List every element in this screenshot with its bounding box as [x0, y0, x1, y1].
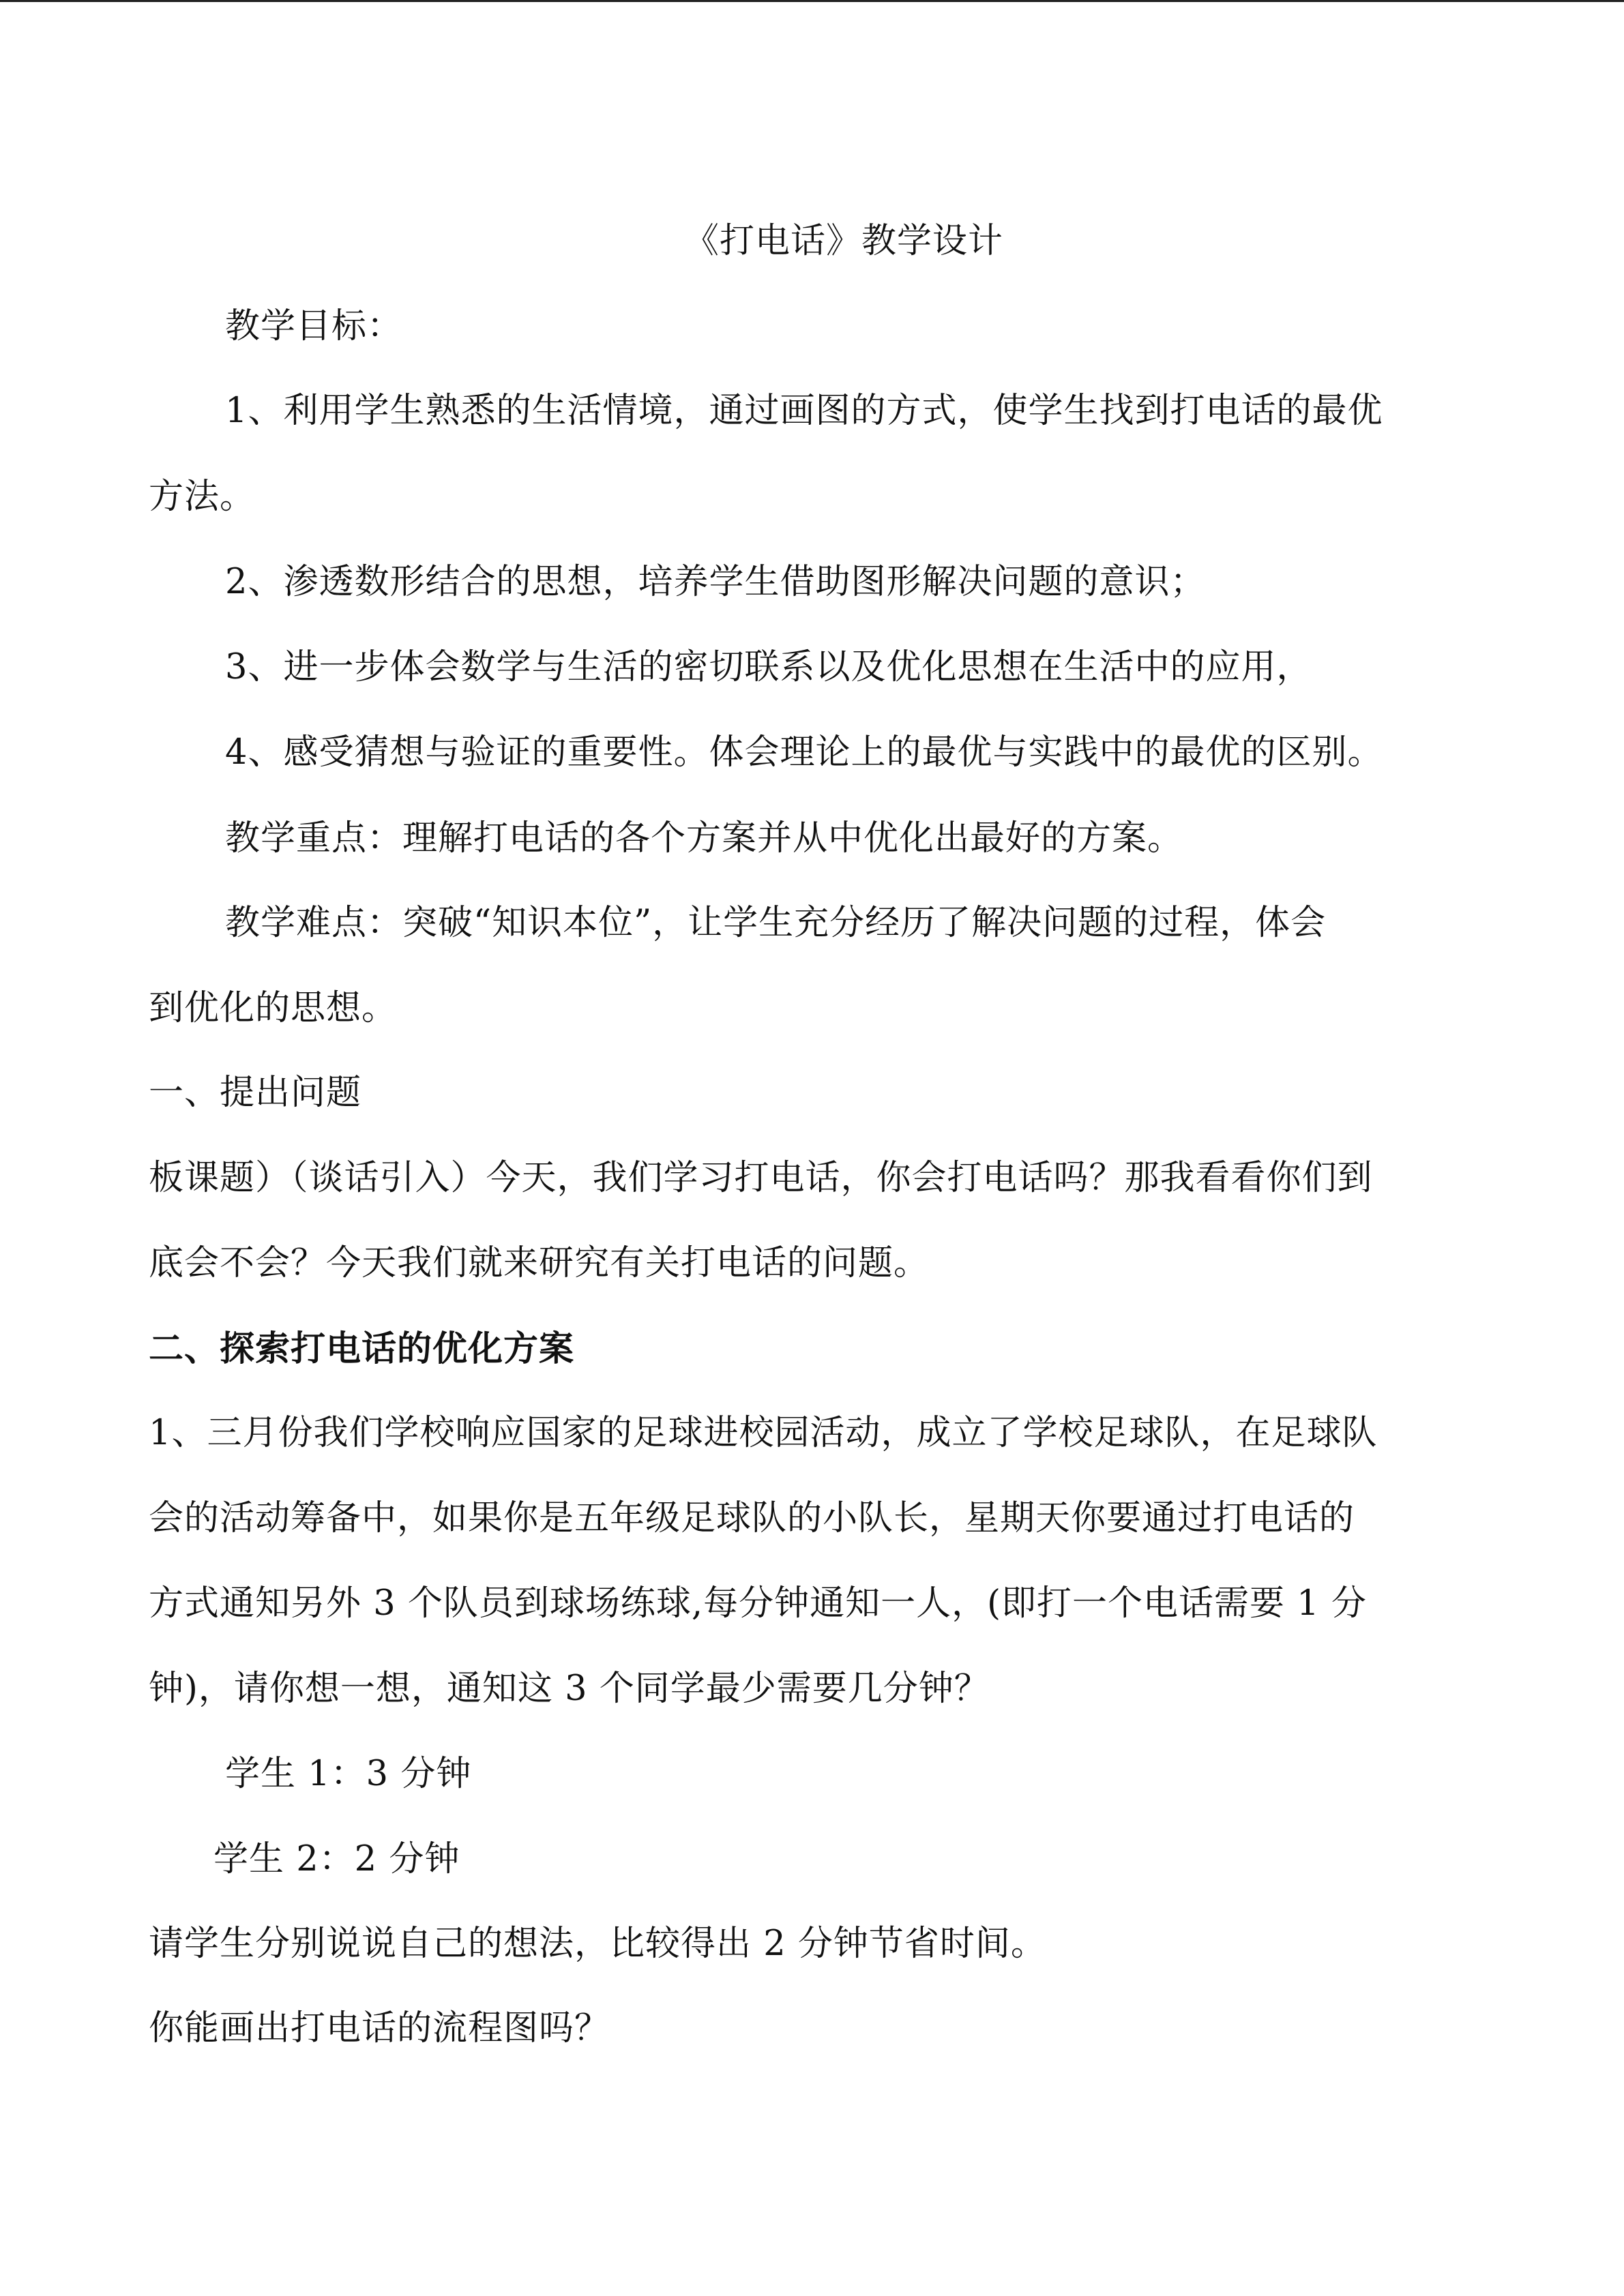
compare-text: 请学生分别说说自己的想法，比较得出 2 分钟节省时间。	[149, 1924, 1046, 1964]
student-1-answer: 学生 1：3 分钟	[225, 1754, 472, 1794]
document-title: 《打电话》教学设计	[684, 221, 1004, 261]
problem-line-2: 会的活动筹备中，如果你是五年级足球队的小队长，星期天你要通过打电话的	[149, 1498, 1355, 1538]
difficulty-line-1: 教学难点：突破“知识本位”，让学生充分经历了解决问题的过程，体会	[225, 903, 1327, 943]
problem-line-4: 钟)，请你想一想，通知这 3 个同学最少需要几分钟？	[149, 1669, 990, 1709]
problem-line-1: 1、三月份我们学校响应国家的足球进校园活动，成立了学校足球队，在足球队	[149, 1413, 1378, 1453]
objective-3: 3、进一步体会数学与生活的密切联系以及优化思想在生活中的应用，	[225, 647, 1312, 687]
flowchart-question: 你能画出打电话的流程图吗？	[149, 2008, 610, 2048]
difficulty-line-2: 到优化的思想。	[149, 988, 398, 1028]
objective-4: 4、感受猜想与验证的重要性。体会理论上的最优与实践中的最优的区别。	[225, 732, 1383, 773]
objective-2: 2、渗透数形结合的思想，培养学生借助图形解决问题的意识；	[225, 562, 1206, 602]
objective-1-line-1: 1、利用学生熟悉的生活情境，通过画图的方式，使学生找到打电话的最优	[225, 391, 1383, 431]
problem-line-3: 方式通知另外 3 个队员到球场练球,每分钟通知一人，(即打一个电话需要 1 分	[149, 1583, 1367, 1624]
objective-1-line-2: 方法。	[149, 477, 256, 517]
student-2-answer: 学生 2：2 分钟	[213, 1839, 460, 1879]
key-point: 教学重点：理解打电话的各个方案并从中优化出最好的方案。	[225, 818, 1183, 859]
section-1-line-2: 底会不会？今天我们就来研究有关打电话的问题。	[149, 1243, 930, 1283]
section-1-heading: 一、提出问题	[149, 1073, 362, 1113]
section-2-heading: 二、探索打电话的优化方案	[149, 1328, 575, 1369]
section-1-line-1: 板课题）（谈话引入）今天，我们学习打电话，你会打电话吗？那我看看你们到	[149, 1158, 1373, 1198]
objectives-heading: 教学目标：	[225, 306, 403, 346]
